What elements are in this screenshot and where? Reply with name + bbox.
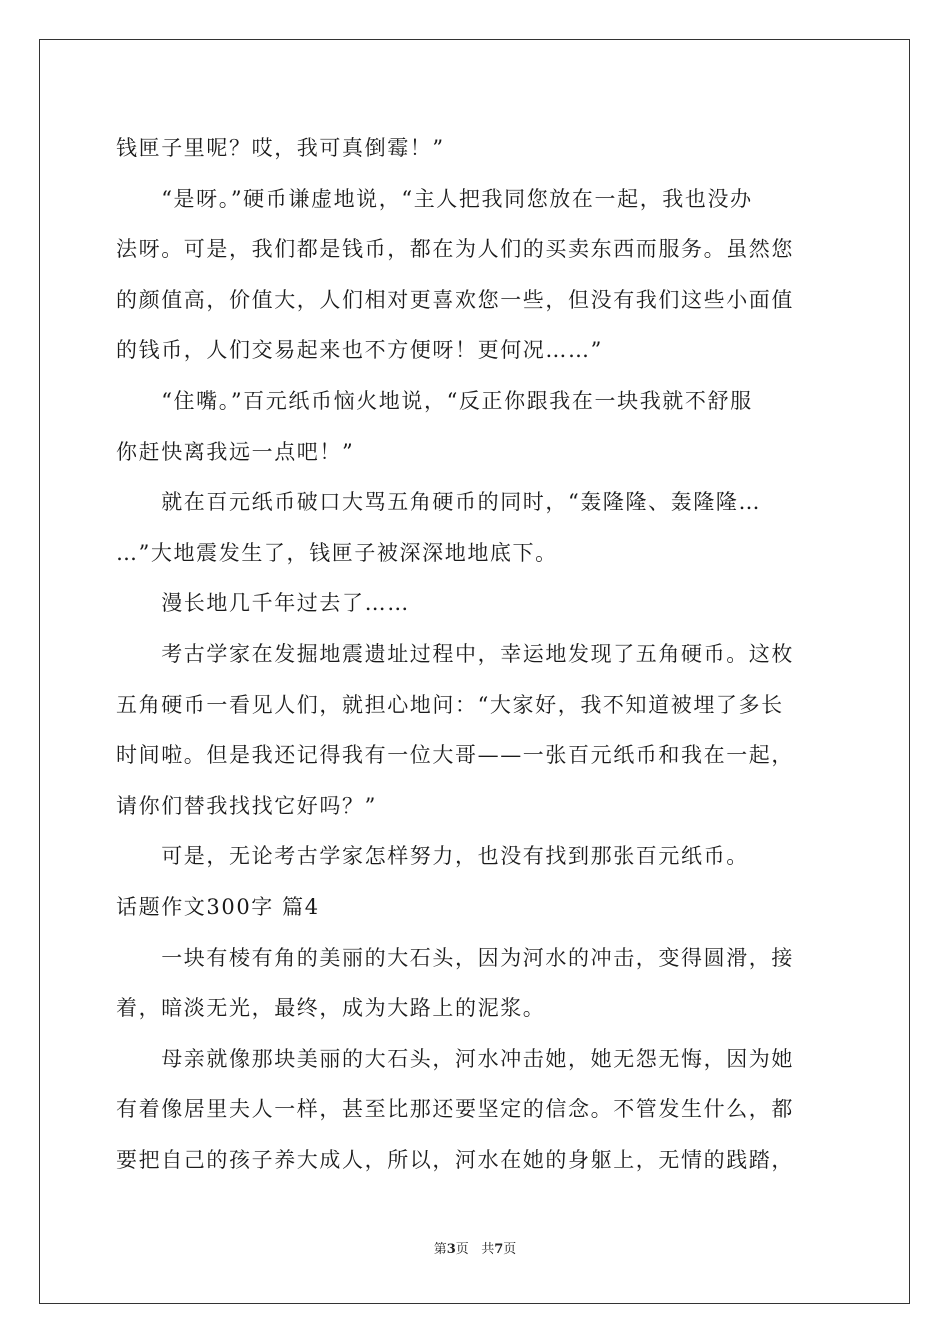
text-line: 请你们替我找找它好吗？” (116, 793, 377, 818)
text-line: “是呀。”硬币谦虚地说，“主人把我同您放在一起，我也没办 (116, 186, 753, 211)
text-line: 的钱币，人们交易起来也不方便呀！更何况……” (116, 338, 603, 363)
total-prefix: 共 (481, 1242, 495, 1257)
text-line: 你赶快离我远一点吧！” (116, 439, 355, 464)
page-suffix: 页 (455, 1242, 469, 1257)
section-heading: 话题作文300字 篇4 (116, 894, 320, 919)
total-pages: 7 (494, 1242, 504, 1257)
text-line: 一块有棱有角的美丽的大石头，因为河水的冲击，变得圆滑，接 (116, 945, 794, 970)
text-line: “住嘴。”百元纸币恼火地说，“反正你跟我在一块我就不舒服 (116, 388, 753, 413)
text-line: …”大地震发生了，钱匣子被深深地地底下。 (116, 540, 558, 565)
page-prefix: 第 (433, 1242, 447, 1257)
text-line: 有着像居里夫人一样，甚至比那还要坚定的信念。不管发生什么，都 (116, 1097, 794, 1122)
text-line: 漫长地几千年过去了…… (116, 591, 410, 616)
text-line: 就在百元纸币破口大骂五角硬币的同时，“轰隆隆、轰隆隆… (116, 490, 762, 515)
text-line: 钱匣子里呢？哎，我可真倒霉！” (116, 136, 445, 160)
total-suffix: 页 (503, 1242, 517, 1257)
text-line: 母亲就像那块美丽的大石头，河水冲击她，她无怨无悔，因为她 (116, 1046, 794, 1071)
text-line: 考古学家在发掘地震遗址过程中，幸运地发现了五角硬币。这枚 (116, 641, 794, 666)
text-line: 五角硬币一看见人们，就担心地问：“大家好，我不知道被埋了多长 (116, 692, 784, 717)
text-line: 可是，无论考古学家怎样努力，也没有找到那张百元纸币。 (116, 844, 749, 869)
text-line: 的颜值高，价值大，人们相对更喜欢您一些，但没有我们这些小面值 (116, 287, 794, 312)
text-line: 法呀。可是，我们都是钱币，都在为人们的买卖东西而服务。虽然您 (116, 237, 794, 262)
text-line: 着，暗淡无光，最终，成为大路上的泥浆。 (116, 996, 546, 1021)
page-number: 3 (446, 1242, 456, 1257)
document-body (116, 123, 834, 1185)
page-footer (0, 1238, 950, 1257)
text-line: 要把自己的孩子养大成人，所以，河水在她的身躯上，无情的践踏， (116, 1147, 794, 1172)
text-line: 时间啦。但是我还记得我有一位大哥——一张百元纸币和我在一起， (116, 743, 794, 768)
